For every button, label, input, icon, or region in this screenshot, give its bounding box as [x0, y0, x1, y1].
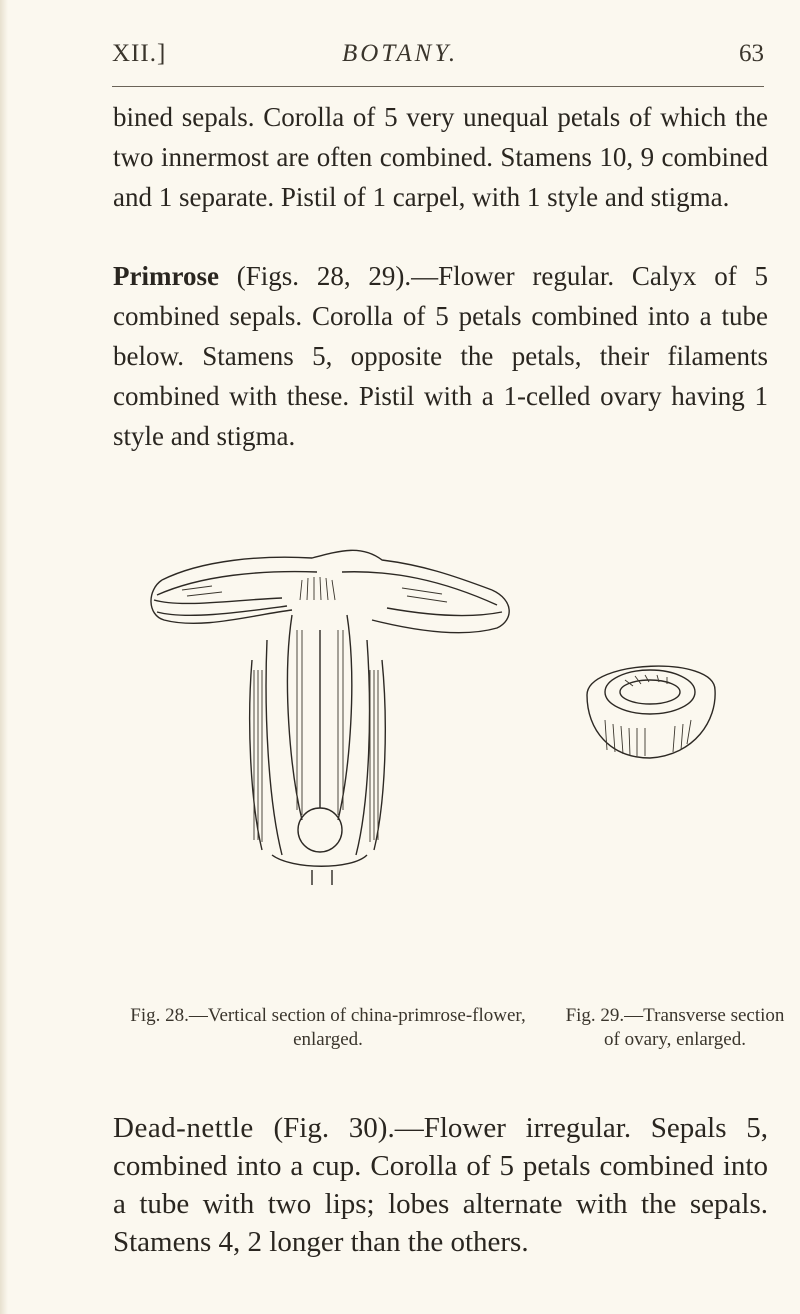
page-edge-shadow: [0, 0, 8, 1314]
running-header: [112, 40, 764, 80]
paragraph-body-dead-nettle: (Fig. 30).—Flower irregular. Sepals 5, combined into a cup. Corolla of 5 petals combined into a tube with two lips; lobes alternate with the sepals. Stamens 4, 2 longer than the others.: [113, 1112, 768, 1258]
paragraph-primrose: [113, 256, 768, 456]
paragraph-continuation: bined sepals. Corolla of 5 very unequal petals of which the two innermost are often combined. Stamens 10, 9 combined and 1 separate. Pistil of 1 carpel, with 1 style and stigma.: [113, 102, 768, 212]
running-title: BOTANY.: [342, 40, 459, 67]
chapter-marker: XII.]: [112, 40, 167, 67]
figure-28-caption: Fig. 28.—Vertical section of china-primrose-flower, enlarged.: [130, 1005, 526, 1050]
paragraph-dead-nettle: [113, 1109, 768, 1261]
page-number: 63: [739, 40, 764, 67]
paragraph-body-primrose: (Figs. 28, 29).—Flower regular. Calyx of 5 combined sepals. Corolla of 5 petals combined into a tube below. Stamens 5, opposite the petals, their filaments combined with these. Pistil with a 1-celled ovary having 1 style and stigma.: [113, 261, 768, 451]
figure-29-caption: Fig. 29.—Transverse section of ovary, enlarged.: [565, 1005, 785, 1050]
figure-29-ovary-section: [575, 640, 725, 770]
paragraph-lead-dead-nettle: Dead-nettle: [113, 1112, 254, 1144]
paragraph-lead-primrose: Primrose: [113, 261, 219, 291]
header-rule: [112, 86, 764, 87]
figure-28-flower-section: [142, 520, 522, 890]
